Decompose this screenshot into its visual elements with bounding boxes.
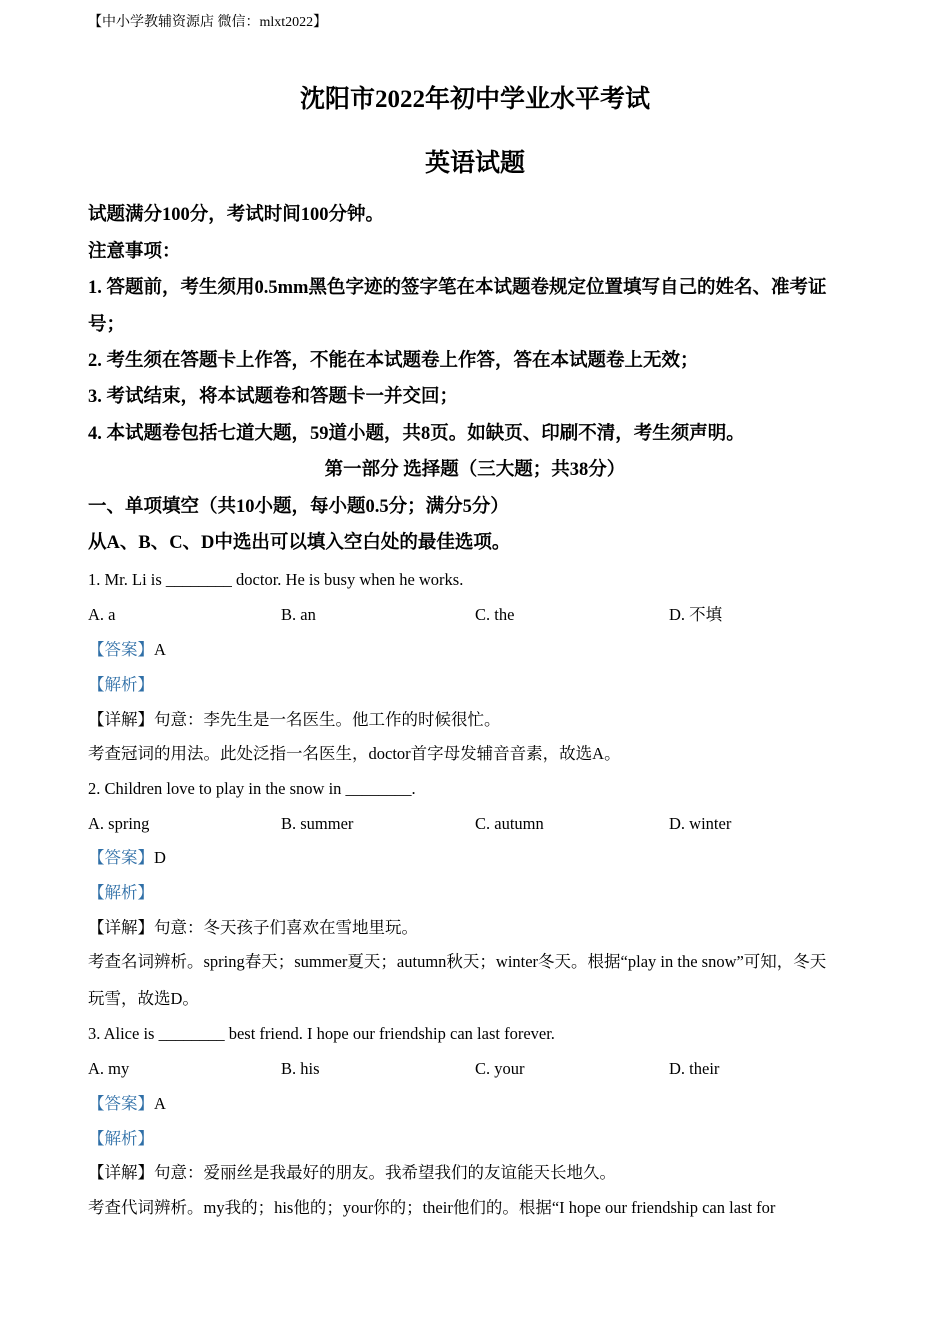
question-1-explain: 考查冠词的用法。此处泛指一名医生，doctor首字母发辅音音素，故选A。 xyxy=(88,744,621,763)
note-4: 4. 本试题卷包括七道大题，59道小题，共8页。如缺页、印刷不清，考生须声明。 xyxy=(88,424,745,444)
option-a: A. my xyxy=(88,1059,130,1078)
part-one-title: 第一部分 选择题（三大题；共38分） xyxy=(324,460,626,480)
question-3-stem: 3. Alice is ________ best friend. I hope our friendship can last forever. xyxy=(88,1024,555,1043)
question-2-explain-line-2: 玩雪，故选D。 xyxy=(88,989,199,1008)
exam-title: 沈阳市2022年初中学业水平考试 xyxy=(299,86,650,113)
detail-text: 句意：爱丽丝是我最好的朋友。我希望我们的友谊能天长地久。 xyxy=(154,1163,616,1182)
note-1-line-1: 1. 答题前，考生须用0.5mm黑色字迹的签字笔在本试题卷规定位置填写自己的姓名、准考证 xyxy=(88,278,827,298)
note-1-line-2: 号； xyxy=(88,315,126,335)
analysis-tag: 【解析】 xyxy=(88,883,154,902)
question-1-answer xyxy=(88,639,863,661)
question-3-detail xyxy=(88,1162,863,1184)
answer-tag: 【答案】 xyxy=(88,1094,154,1113)
detail-tag: 【详解】 xyxy=(88,710,154,729)
option-d: D. 不填 xyxy=(669,605,723,624)
answer-tag: 【答案】 xyxy=(88,848,154,867)
question-3-options xyxy=(88,1058,863,1080)
question-3-explain: 考查代词辨析。my我的；his他的；your你的；their他们的。根据“I hope our friendship can last for xyxy=(88,1198,776,1217)
analysis-tag: 【解析】 xyxy=(88,1129,154,1148)
detail-tag: 【详解】 xyxy=(88,1163,154,1182)
question-2-detail xyxy=(88,917,863,939)
option-b: B. summer xyxy=(281,814,354,833)
question-1-stem: 1. Mr. Li is ________ doctor. He is busy when he works. xyxy=(88,570,464,589)
option-c: C. autumn xyxy=(475,814,544,833)
question-2-options xyxy=(88,813,863,835)
question-2-explain-line-1: 考查名词辨析。spring春天；summer夏天；autumn秋天；winter冬天。根据“play in the snow”可知，冬天 xyxy=(88,952,827,971)
option-a: A. a xyxy=(88,605,116,624)
option-c: C. the xyxy=(475,605,515,624)
note-2: 2. 考生须在答题卡上作答，不能在本试题卷上作答，答在本试题卷上无效； xyxy=(88,351,699,371)
notes-heading: 注意事项： xyxy=(88,242,181,262)
option-d: D. their xyxy=(669,1059,720,1078)
detail-text: 句意：冬天孩子们喜欢在雪地里玩。 xyxy=(154,918,418,937)
answer-value: D xyxy=(154,848,166,867)
option-b: B. an xyxy=(281,605,316,624)
question-1-analysis xyxy=(88,674,863,696)
question-2-analysis xyxy=(88,882,863,904)
question-1-options xyxy=(88,604,863,626)
answer-tag: 【答案】 xyxy=(88,640,154,659)
question-1-detail xyxy=(88,709,863,731)
option-d: D. winter xyxy=(669,814,732,833)
question-3-analysis xyxy=(88,1128,863,1150)
analysis-tag: 【解析】 xyxy=(88,675,154,694)
section-one-heading: 一、单项填空（共10小题，每小题0.5分；满分5分） xyxy=(88,497,509,517)
option-c: C. your xyxy=(475,1059,525,1078)
option-a: A. spring xyxy=(88,814,150,833)
detail-tag: 【详解】 xyxy=(88,918,154,937)
question-2-answer xyxy=(88,847,863,869)
detail-text: 句意：李先生是一名医生。他工作的时候很忙。 xyxy=(154,710,501,729)
question-2-stem: 2. Children love to play in the snow in ________. xyxy=(88,779,416,798)
answer-value: A xyxy=(154,1094,166,1113)
option-b: B. his xyxy=(281,1059,320,1078)
question-3-answer xyxy=(88,1093,863,1115)
answer-value: A xyxy=(154,640,166,659)
score-time-note: 试题满分100分，考试时间100分钟。 xyxy=(88,205,385,225)
section-instruction: 从A、B、C、D中选出可以填入空白处的最佳选项。 xyxy=(88,533,511,553)
header-watermark: 【中小学教辅资源店 微信：mlxt2022】 xyxy=(88,15,328,30)
note-3: 3. 考试结束，将本试题卷和答题卡一并交回； xyxy=(88,387,459,407)
exam-subtitle: 英语试题 xyxy=(424,150,525,177)
